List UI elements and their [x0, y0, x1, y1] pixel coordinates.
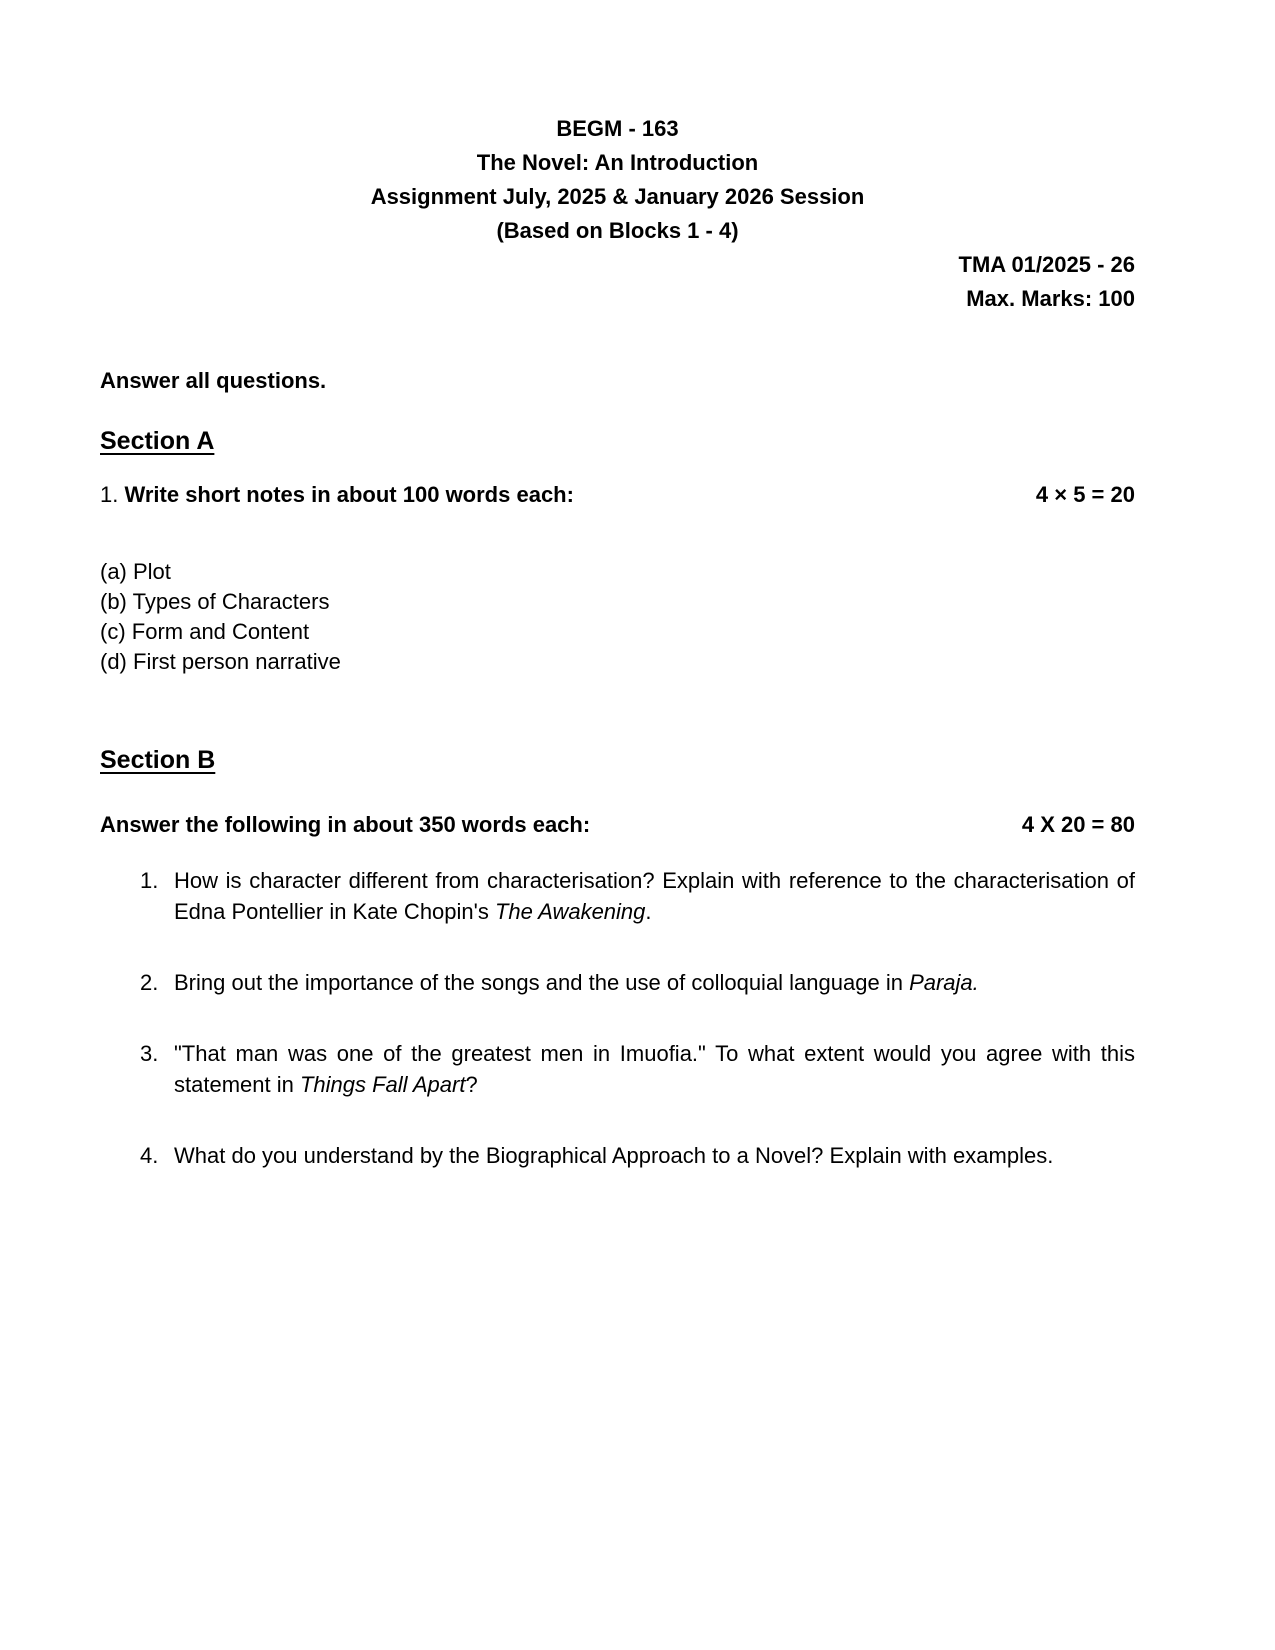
question-number: 2.	[140, 970, 159, 995]
question-number: 1.	[140, 868, 159, 893]
short-note-item: (c) Form and Content	[100, 619, 310, 644]
tma-code: TMA 01/2025 - 26	[958, 252, 1135, 277]
section-a-question-number: 1.	[100, 482, 119, 507]
section-b-instruction: Answer the following in about 350 words each:	[100, 812, 591, 837]
max-marks: Max. Marks: 100	[966, 286, 1135, 311]
question-number: 4.	[140, 1143, 159, 1168]
question-text: How is character different from characterisation? Explain with reference to the characterisation of Edna Pontellier in Kate Chopin's The Awakening.	[174, 868, 1135, 924]
question-item	[140, 967, 1135, 998]
short-note-item: (b) Types of Characters	[100, 589, 330, 614]
section-a-question	[100, 480, 574, 509]
short-note-list	[100, 557, 1135, 677]
assignment-session: Assignment July, 2025 & January 2026 Session	[370, 184, 865, 209]
section-b-question-list	[100, 865, 1135, 1171]
document-header	[100, 112, 1135, 248]
header-right-block	[100, 248, 1135, 316]
question-text: What do you understand by the Biographical Approach to a Novel? Explain with examples.	[174, 1143, 1054, 1168]
question-item	[140, 1038, 1135, 1100]
section-a-question-text: Write short notes in about 100 words each:	[124, 482, 574, 507]
short-note-item: (a) Plot	[100, 559, 171, 584]
section-a-question-line	[100, 480, 1135, 509]
blocks-note: (Based on Blocks 1 - 4)	[496, 218, 739, 243]
section-b-marks: 4 X 20 = 80	[1021, 812, 1135, 837]
question-item	[140, 865, 1135, 927]
course-code: BEGM - 163	[556, 116, 679, 141]
section-a-marks: 4 × 5 = 20	[1035, 482, 1135, 507]
question-text: Bring out the importance of the songs and the use of colloquial language in Paraja.	[174, 970, 979, 995]
short-note-item: (d) First person narrative	[100, 649, 341, 674]
question-text: "That man was one of the greatest men in Imuofia." To what extent would you agree with this statement in Things Fall Apart?	[174, 1041, 1135, 1097]
question-item	[140, 1140, 1135, 1171]
question-number: 3.	[140, 1041, 159, 1066]
answer-all-note: Answer all questions.	[100, 368, 327, 393]
section-a-heading: Section A	[100, 427, 215, 455]
course-title: The Novel: An Introduction	[476, 150, 759, 175]
section-b-heading: Section B	[100, 746, 216, 774]
section-b-instruction-line	[100, 810, 1135, 839]
